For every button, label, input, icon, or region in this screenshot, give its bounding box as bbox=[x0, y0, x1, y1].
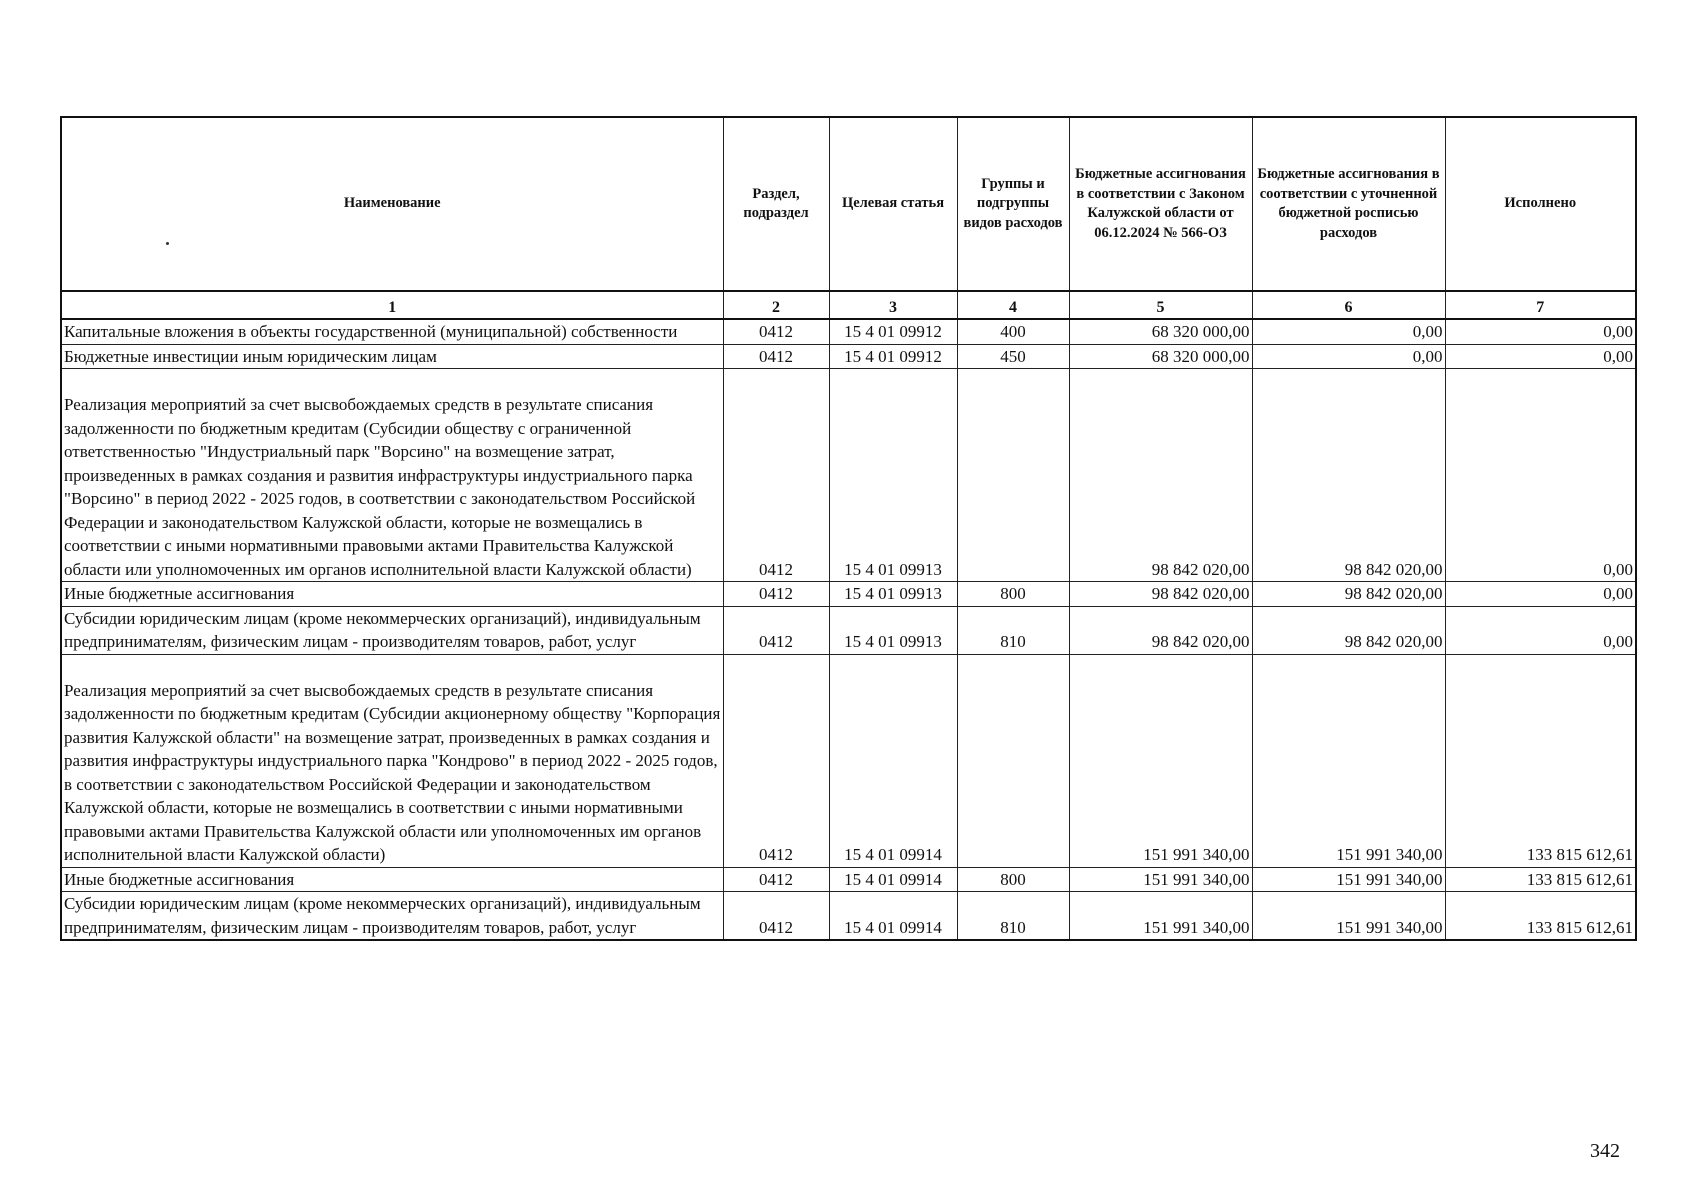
row-name: Капитальные вложения в объекты государственной (муниципальной) собственности bbox=[61, 319, 723, 344]
budget-table bbox=[60, 116, 1637, 941]
row-group bbox=[957, 654, 1069, 867]
row-name: Реализация мероприятий за счет высвобождаемых средств в результате списания задолженности по бюджетным кредитам (Субсидии обществу с ограниченной ответственностью "Индустриальный парк "Ворсино" на возмещение затрат, произведенных в рамках создания и развития инфраструктуры индустриального парка "Ворсино" в период 2022 - 2025 годов, в соответствии с законодательством Российской Федерации и законодательством Калужской области, которые не возмещались в соответствии с иными нормативными правовыми актами Правительства Калужской области или уполномоченных им органов исполнительной власти Калужской области) bbox=[61, 369, 723, 582]
row-law: 98 842 020,00 bbox=[1069, 582, 1252, 607]
header-group: Группы и подгруппы видов расходов bbox=[957, 117, 1069, 291]
row-name: Реализация мероприятий за счет высвобождаемых средств в результате списания задолженности по бюджетным кредитам (Субсидии акционерному обществу "Корпорация развития Калужской области" на возмещение затрат, произведенных в рамках создания и развития инфраструктуры индустриального парка "Кондрово" в период 2022 - 2025 годов, в соответствии с законодательством Российской Федерации и законодательством Калужской области, которые не возмещались в соответствии с иными нормативными правовыми актами Правительства Калужской области или уполномоченных им органов исполнительной власти Калужской области) bbox=[61, 654, 723, 867]
table-row bbox=[61, 654, 1636, 867]
row-target: 15 4 01 09912 bbox=[829, 319, 957, 344]
row-refined: 0,00 bbox=[1252, 344, 1445, 369]
table-row bbox=[61, 606, 1636, 654]
row-section: 0412 bbox=[723, 867, 829, 892]
table-row bbox=[61, 582, 1636, 607]
row-group: 800 bbox=[957, 867, 1069, 892]
header-target: Целевая статья bbox=[829, 117, 957, 291]
row-section: 0412 bbox=[723, 582, 829, 607]
row-executed: 0,00 bbox=[1445, 369, 1636, 582]
row-law: 151 991 340,00 bbox=[1069, 892, 1252, 941]
col-number: 2 bbox=[723, 291, 829, 319]
row-refined: 0,00 bbox=[1252, 319, 1445, 344]
row-law: 151 991 340,00 bbox=[1069, 867, 1252, 892]
col-number: 6 bbox=[1252, 291, 1445, 319]
row-executed: 0,00 bbox=[1445, 319, 1636, 344]
row-law: 98 842 020,00 bbox=[1069, 369, 1252, 582]
row-group: 450 bbox=[957, 344, 1069, 369]
row-name: Иные бюджетные ассигнования bbox=[61, 582, 723, 607]
row-target: 15 4 01 09913 bbox=[829, 582, 957, 607]
row-section: 0412 bbox=[723, 892, 829, 941]
table-row bbox=[61, 369, 1636, 582]
page-number: 342 bbox=[1590, 1140, 1620, 1162]
column-number-row bbox=[61, 291, 1636, 319]
table-row bbox=[61, 892, 1636, 941]
row-executed: 0,00 bbox=[1445, 344, 1636, 369]
row-section: 0412 bbox=[723, 654, 829, 867]
row-target: 15 4 01 09914 bbox=[829, 867, 957, 892]
row-refined: 151 991 340,00 bbox=[1252, 867, 1445, 892]
row-name: Иные бюджетные ассигнования bbox=[61, 867, 723, 892]
row-refined: 151 991 340,00 bbox=[1252, 654, 1445, 867]
row-name: Субсидии юридическим лицам (кроме некоммерческих организаций), индивидуальным предпринимателям, физическим лицам - производителям товаров, работ, услуг bbox=[61, 892, 723, 941]
row-law: 68 320 000,00 bbox=[1069, 344, 1252, 369]
row-name: Субсидии юридическим лицам (кроме некоммерческих организаций), индивидуальным предпринимателям, физическим лицам - производителям товаров, работ, услуг bbox=[61, 606, 723, 654]
col-number: 4 bbox=[957, 291, 1069, 319]
table-row bbox=[61, 867, 1636, 892]
row-group bbox=[957, 369, 1069, 582]
table-row bbox=[61, 319, 1636, 344]
header-executed: Исполнено bbox=[1445, 117, 1636, 291]
row-section: 0412 bbox=[723, 369, 829, 582]
row-law: 151 991 340,00 bbox=[1069, 654, 1252, 867]
row-section: 0412 bbox=[723, 606, 829, 654]
row-refined: 98 842 020,00 bbox=[1252, 606, 1445, 654]
header-name: Наименование bbox=[61, 117, 723, 291]
row-executed: 133 815 612,61 bbox=[1445, 867, 1636, 892]
col-number: 5 bbox=[1069, 291, 1252, 319]
row-executed: 0,00 bbox=[1445, 582, 1636, 607]
row-name: Бюджетные инвестиции иным юридическим лицам bbox=[61, 344, 723, 369]
col-number: 7 bbox=[1445, 291, 1636, 319]
row-refined: 98 842 020,00 bbox=[1252, 369, 1445, 582]
col-number: 3 bbox=[829, 291, 957, 319]
header-section: Раздел, подраздел bbox=[723, 117, 829, 291]
row-executed: 133 815 612,61 bbox=[1445, 654, 1636, 867]
row-section: 0412 bbox=[723, 344, 829, 369]
row-target: 15 4 01 09914 bbox=[829, 654, 957, 867]
row-refined: 98 842 020,00 bbox=[1252, 582, 1445, 607]
row-law: 68 320 000,00 bbox=[1069, 319, 1252, 344]
col-number: 1 bbox=[61, 291, 723, 319]
row-law: 98 842 020,00 bbox=[1069, 606, 1252, 654]
header-refined: Бюджетные ассигнования в соответствии с уточненной бюджетной росписью расходов bbox=[1252, 117, 1445, 291]
header-law: Бюджетные ассигнования в соответствии с Законом Калужской области от 06.12.2024 № 566-ОЗ bbox=[1069, 117, 1252, 291]
row-target: 15 4 01 09912 bbox=[829, 344, 957, 369]
row-executed: 133 815 612,61 bbox=[1445, 892, 1636, 941]
row-group: 800 bbox=[957, 582, 1069, 607]
row-group: 810 bbox=[957, 606, 1069, 654]
row-target: 15 4 01 09914 bbox=[829, 892, 957, 941]
table-row bbox=[61, 344, 1636, 369]
row-section: 0412 bbox=[723, 319, 829, 344]
row-target: 15 4 01 09913 bbox=[829, 369, 957, 582]
row-group: 810 bbox=[957, 892, 1069, 941]
row-refined: 151 991 340,00 bbox=[1252, 892, 1445, 941]
header-row bbox=[61, 117, 1636, 291]
row-executed: 0,00 bbox=[1445, 606, 1636, 654]
row-target: 15 4 01 09913 bbox=[829, 606, 957, 654]
row-group: 400 bbox=[957, 319, 1069, 344]
